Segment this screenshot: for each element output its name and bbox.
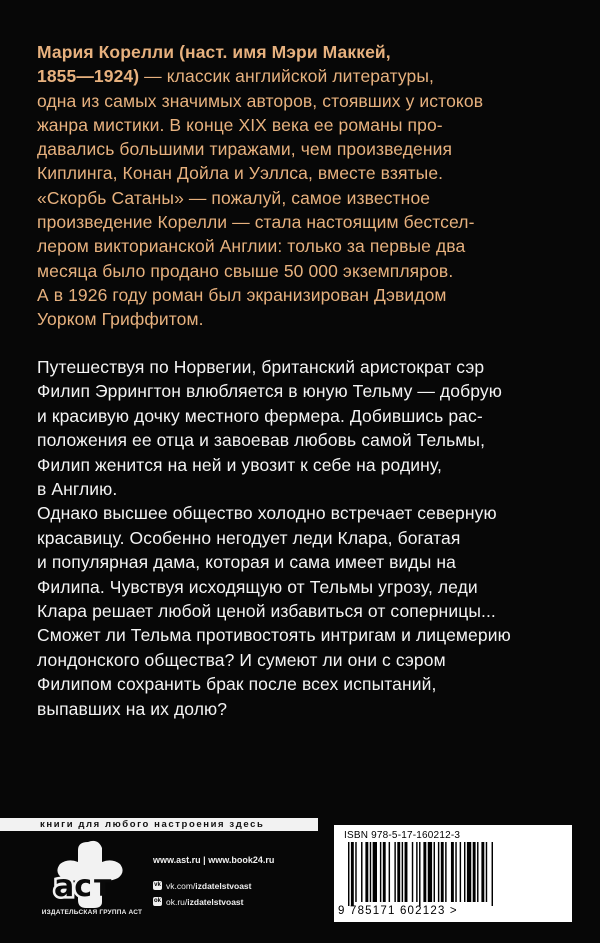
author-years: 1855—1924) bbox=[37, 66, 140, 87]
bio-line: «Скорбь Сатаны» — пожалуй, самое известное bbox=[37, 187, 431, 208]
website-links[interactable]: www.ast.ru | www.book24.ru bbox=[153, 855, 275, 865]
bio-line: произведение Корелли — стала настоящим бестсел- bbox=[37, 212, 475, 233]
isbn-number: ISBN 978-5-17-160212-3 bbox=[344, 830, 461, 841]
synopsis-line: и популярная дама, которая и сама имеет виды на bbox=[37, 552, 456, 573]
barcode-bar bbox=[445, 842, 446, 902]
synopsis-line: Филипа. Чувствуя исходящую от Тельмы угрозу, леди bbox=[37, 576, 478, 597]
bio-line-rest: — классик английской литературы, bbox=[139, 66, 435, 87]
publisher-links bbox=[153, 855, 323, 911]
barcode-bar bbox=[428, 842, 432, 902]
bio-line: месяца было продано свыше 50 000 экземпляров. bbox=[37, 260, 454, 281]
svg-text:ac: ac bbox=[54, 869, 93, 904]
barcode-bar bbox=[438, 842, 439, 902]
barcode-bar bbox=[419, 842, 420, 906]
bio-line bbox=[37, 40, 567, 64]
social-handle: izdatelstvoast bbox=[195, 880, 252, 891]
barcode-bar bbox=[383, 842, 386, 902]
social-link-vk[interactable] bbox=[166, 881, 252, 891]
synopsis-line: Сможет ли Тельма противостоять интригам и лицемерию bbox=[37, 625, 511, 646]
barcode-bar bbox=[473, 842, 476, 902]
barcode-bar bbox=[380, 842, 381, 902]
author-name: Мария Корелли (наст. имя Мэри Маккей, bbox=[37, 42, 391, 62]
ok-icon: ok bbox=[153, 898, 161, 904]
barcode-bar bbox=[477, 842, 478, 902]
publisher-logo bbox=[36, 838, 146, 916]
ast-logo-icon bbox=[42, 838, 142, 908]
synopsis-line: выпавших на их долю? bbox=[37, 698, 228, 719]
social-prefix: vk.com/ bbox=[166, 880, 196, 891]
bio-line: жанра мистики. В конце XIX века ее романы про- bbox=[37, 114, 443, 135]
synopsis-line: лондонского общества? И сумеют ли они с сэром bbox=[37, 649, 446, 670]
synopsis-line: положения ее отца и завоевав любовь самой Тельмы, bbox=[37, 430, 486, 451]
barcode-bar bbox=[492, 842, 493, 906]
synopsis-line: Однако высшее общество холодно встречает северную bbox=[37, 503, 497, 524]
barcode-bar bbox=[397, 842, 400, 902]
barcode-bar bbox=[423, 842, 426, 902]
svg-text:т: т bbox=[94, 869, 112, 904]
bio-line: Киплинга, Конан Дойла и Уэллса, вместе взятые. bbox=[37, 163, 444, 184]
social-links bbox=[153, 879, 323, 908]
barcode-bar bbox=[464, 842, 465, 902]
bio-line bbox=[37, 64, 567, 88]
barcode-bar bbox=[412, 842, 413, 902]
barcode-box bbox=[334, 825, 572, 922]
synopsis-line: Филип Эррингтон влюбляется в юную Тельму — добрую bbox=[37, 381, 502, 402]
barcode-bar bbox=[441, 842, 444, 902]
barcode-bar bbox=[455, 842, 456, 902]
social-link-ok[interactable] bbox=[166, 897, 243, 907]
slogan-bar: книги для любого настроения здесь bbox=[0, 818, 318, 831]
social-handle: izdatelstvoast bbox=[187, 896, 244, 907]
barcode-bar bbox=[434, 842, 435, 902]
barcode-bar bbox=[460, 842, 461, 902]
barcode-digits: 9 785171 602123 > bbox=[338, 905, 458, 917]
barcode-bar bbox=[402, 842, 403, 902]
bio-line: одна из самых значимых авторов, стоявших у истоков bbox=[37, 90, 484, 111]
barcode-bar bbox=[351, 842, 354, 906]
barcode-bar bbox=[389, 842, 390, 902]
bio-line: А в 1926 году роман был экранизирован Дэвидом bbox=[37, 284, 447, 305]
synopsis-line: и красивую дочку местного фермера. Добившись рас- bbox=[37, 405, 483, 426]
synopsis-line: Филип женится на ней и увозит к себе на родину, bbox=[37, 454, 442, 475]
bio-line: давались большими тиражами, чем произведения bbox=[37, 139, 453, 160]
barcode-bar bbox=[486, 842, 487, 902]
social-prefix: ok.ru/ bbox=[166, 896, 188, 907]
synopsis-paragraph bbox=[37, 355, 567, 501]
synopsis-line: в Англию. bbox=[37, 479, 118, 500]
barcode-bar bbox=[451, 842, 454, 902]
barcode-bar bbox=[361, 842, 362, 902]
barcode-bar bbox=[405, 842, 408, 902]
publisher-caption: ИЗДАТЕЛЬСКАЯ ГРУППА АСТ bbox=[41, 909, 143, 916]
book-synopsis bbox=[37, 355, 567, 721]
barcode-bar bbox=[355, 842, 356, 902]
barcode-bar bbox=[416, 842, 417, 902]
barcode-bar bbox=[394, 842, 395, 902]
bio-line: Уорком Гриффитом. bbox=[37, 309, 204, 330]
synopsis-paragraph bbox=[37, 501, 567, 721]
synopsis-line: Клара решает любой ценой избавиться от соперницы... bbox=[37, 601, 496, 622]
barcode-bar bbox=[467, 842, 471, 902]
social-row-ok[interactable] bbox=[153, 895, 323, 908]
barcode-bar bbox=[348, 842, 349, 906]
vk-icon: vk bbox=[154, 882, 161, 888]
synopsis-line: красавицу. Особенно негодует леди Клара, богатая bbox=[37, 527, 461, 548]
synopsis-line: Филипом сохранить брак после всех испытаний, bbox=[37, 674, 437, 695]
barcode-bar bbox=[373, 842, 377, 902]
social-row-vk[interactable] bbox=[153, 879, 323, 892]
barcode-icon bbox=[344, 842, 560, 906]
bio-line: лером викторианской Англии: только за первые два bbox=[37, 236, 466, 257]
barcode-bar bbox=[370, 842, 371, 902]
author-bio bbox=[37, 40, 567, 332]
barcode-bar bbox=[365, 842, 368, 902]
synopsis-line: Путешествуя по Норвегии, британский аристократ сэр bbox=[37, 357, 485, 377]
barcode-bar bbox=[481, 842, 484, 902]
